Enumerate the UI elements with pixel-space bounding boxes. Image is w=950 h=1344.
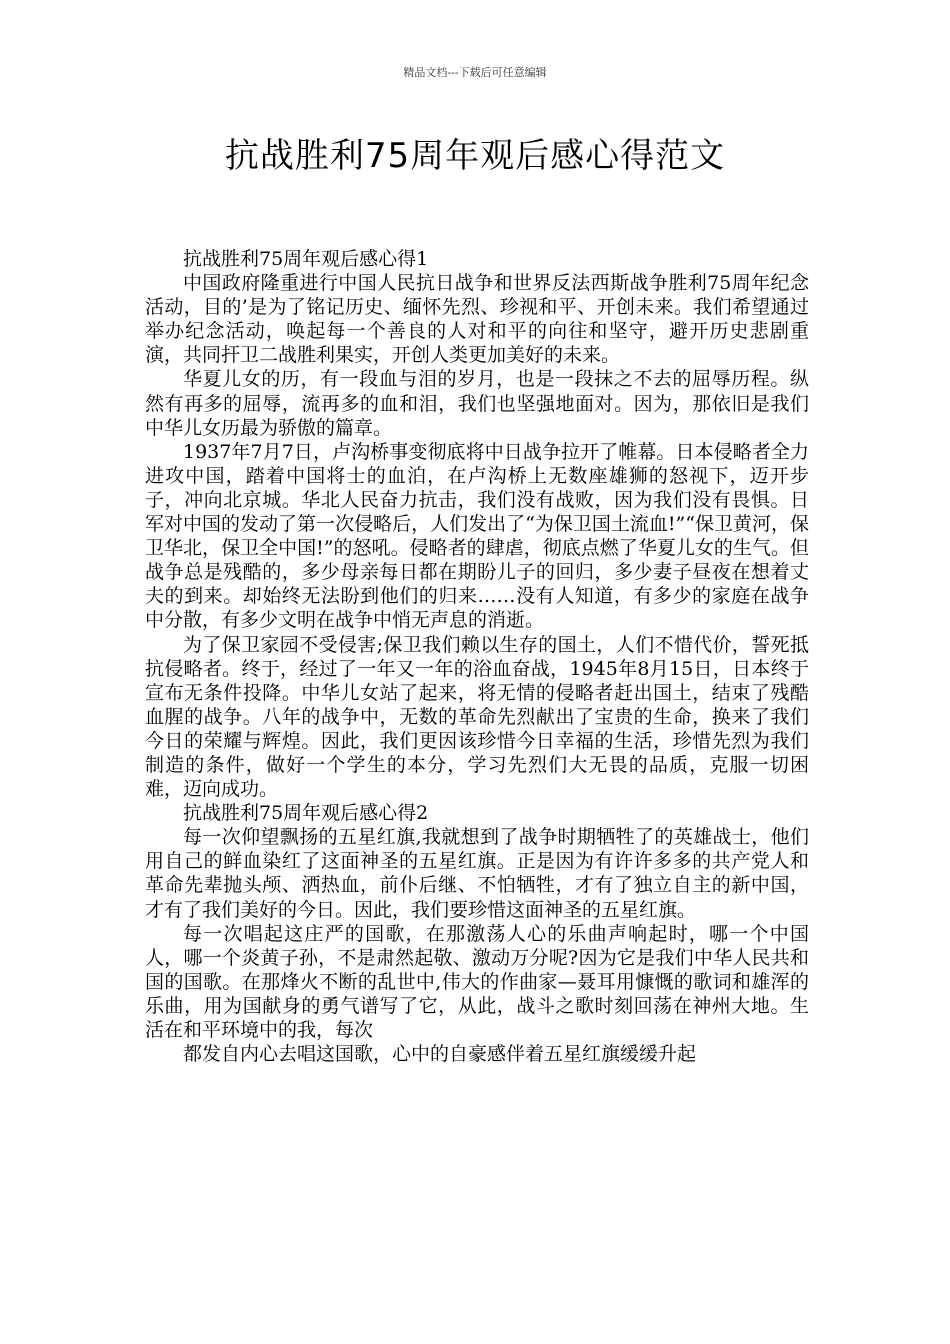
document-title: 抗战胜利75周年观后感心得范文 <box>224 136 726 176</box>
paragraph: 每一次仰望飘扬的五星红旗,我就想到了战争时期牺牲了的英雄战士，他们用自己的鲜血染红了这面神圣的五星红旗。正是因为有许许多多的共产党人和革命先辈抛头颅、洒热血，前仆后继、不怕牺牲，才有了独立自主的新中国，才有了我们美好的今日。因此，我们要珍惜这面神圣的五星红旗。 <box>145 826 809 921</box>
paragraph: 为了保卫家园不受侵害;保卫我们赖以生存的国土，人们不惜代价，誓死抵抗侵略者。终于，经过了一年又一年的浴血奋战，1945年8月15日，日本终于宣布无条件投降。中华儿女站了起来，将无情的侵略者赶出国土，结束了残酷血腥的战争。八年的战争中，无数的革命先烈献出了宝贵的生命，换来了我们今日的荣耀与辉煌。因此，我们更因该珍惜今日幸福的生活，珍惜先烈为我们制造的条件，做好一个学生的本分，学习先烈们大无畏的品质，克服一切困难，迈向成功。 <box>145 633 809 801</box>
paragraph: 中国政府隆重进行中国人民抗日战争和世界反法西斯战争胜利75周年纪念活动，目的’是为了铭记历史、缅怀先烈、珍视和平、开创未来。我们希望通过举办纪念活动，唤起每一个善良的人对和平的向往和坚守，避开历史悲剧重演，共同扞卫二战胜利果实，开创人类更加美好的未来。 <box>145 272 809 367</box>
paragraph: 1937年7月7日，卢沟桥事变彻底将中日战争拉开了帷幕。日本侵略者全力进攻中国，踏着中国将士的血泊，在卢沟桥上无数座雄狮的怒视下，迈开步子，冲向北京城。华北人民奋力抗击，我们没有战败，因为我们没有畏惧。日军对中国的发动了第一次侵略后，人们发出了“为保卫国土流血!”“保卫黄河，保卫华北，保卫全中国!”的怒吼。侵略者的肆虐，彻底点燃了华夏儿女的生气。但战争总是残酷的，多少母亲每日都在期盼儿子的回归，多少妻子昼夜在想着丈夫的到来。却始终无法盼到他们的归来……没有人知道，有多少的家庭在战争中分散，有多少文明在战争中悄无声息的消逝。 <box>145 440 809 632</box>
paragraph: 都发自内心去唱这国歌，心中的自豪感伴着五星红旗缓缓升起 <box>183 1043 697 1066</box>
document-body <box>145 247 809 1066</box>
section-heading-2: 抗战胜利75周年观后感心得2 <box>183 802 429 825</box>
header-note: 精品文档---下载后可任意编辑 <box>403 66 547 79</box>
paragraph: 每一次唱起这庄严的国歌，在那激荡人心的乐曲声响起时，哪一个中国人，哪一个炎黄子孙，不是肃然起敬、激动万分呢?因为它是我们中华人民共和国的国歌。在那烽火不断的乱世中,伟大的作曲家—聂耳用慷慨的歌词和雄浑的乐曲，用为国献身的勇气谱写了它，从此，战斗之歌时刻回荡在神州大地。生活在和平环境中的我，每次 <box>145 922 809 1041</box>
paragraph: 华夏儿女的历，有一段血与泪的岁月，也是一段抹之不去的屈辱历程。纵然有再多的屈辱，流再多的血和泪，我们也坚强地面对。因为，那依旧是我们中华儿女历最为骄傲的篇章。 <box>145 368 809 439</box>
section-heading-1: 抗战胜利75周年观后感心得1 <box>183 248 429 270</box>
